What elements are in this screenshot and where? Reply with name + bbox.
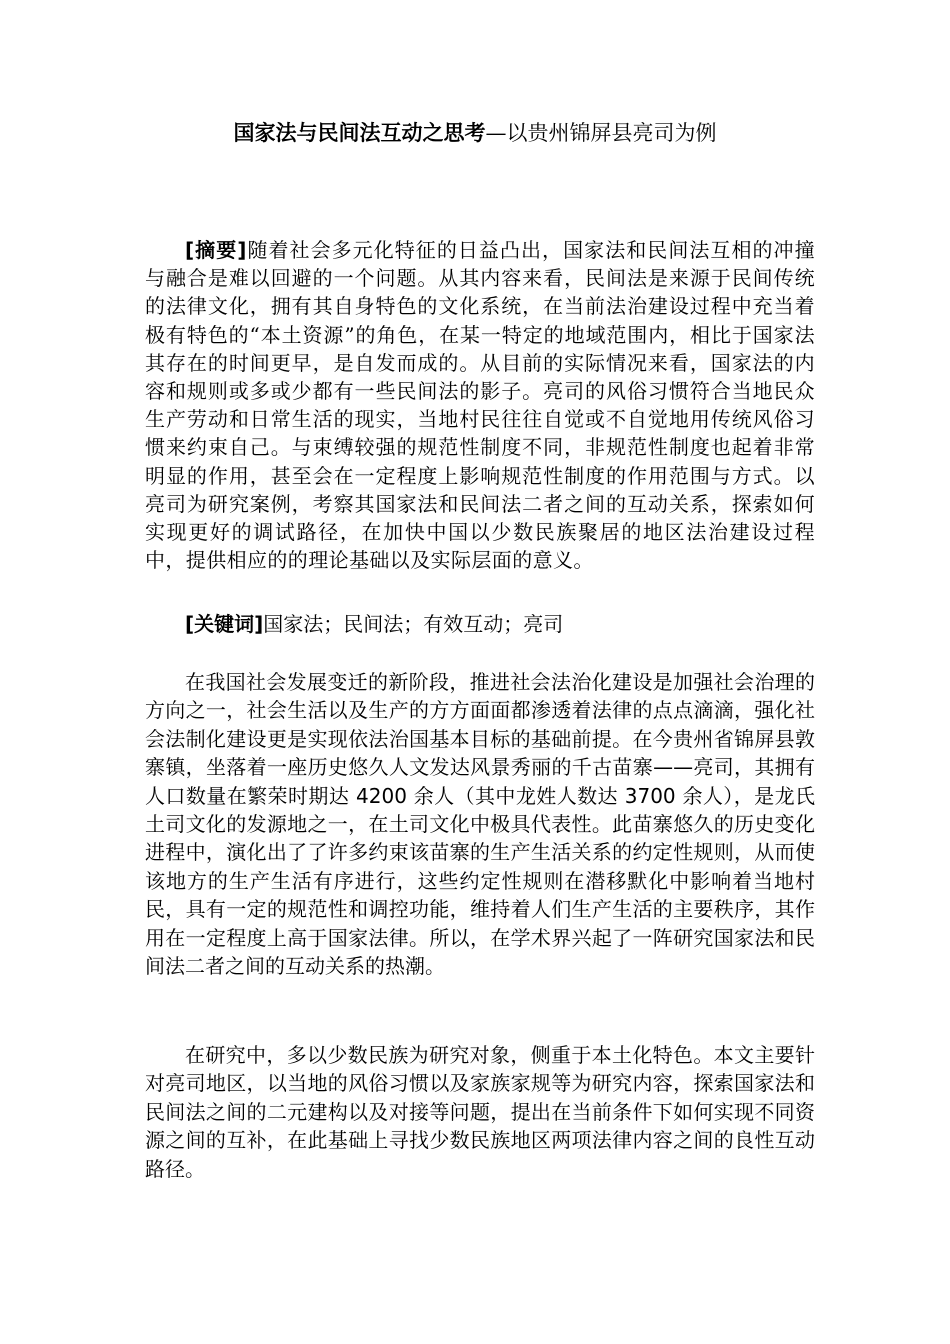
body-paragraph-2: 在研究中，多以少数民族为研究对象，侧重于本土化特色。本文主要针对亮司地区，以当地的风俗习惯以及家族家规等为研究内容，探索国家法和民间法之间的二元建构以及对接等问题，提出在当前条件下如何实现不同资源之间的互补，在此基础上寻找少数民族地区两项法律内容之间的良性互动路径。: [145, 1043, 815, 1181]
keywords-line: [145, 610, 815, 638]
title-main: 国家法与民间法互动之思考: [233, 121, 486, 145]
abstract-paragraph: [145, 236, 815, 574]
title-subtitle: —以贵州锦屏县亮司为例: [485, 121, 717, 145]
keywords-text: 国家法；民间法；有效互动；亮司: [263, 612, 564, 636]
abstract-label: [摘要]: [185, 238, 247, 262]
document-title: [0, 118, 950, 148]
body-paragraph-1: 在我国社会发展变迁的新阶段，推进社会法治化建设是加强社会治理的方向之一，社会生活以及生产的方方面面都渗透着法律的点点滴滴，强化社会法制化建设更是实现依法治国基本目标的基础前提。在今贵州省锦屏县敦寨镇，坐落着一座历史悠久人文发达风景秀丽的千古苗寨——亮司，其拥有人口数量在繁荣时期达 4200 余人（其中龙姓人数达 3700 余人），是龙氏土司文化的发源地之一，在土司文化中极具代表性。此苗寨悠久的历史变化进程中，演化出了了许多约束该苗寨的生产生活关系的约定性规则，从而使该地方的生产生活有序进行，这些约定性规则在潜移默化中影响着当地村民，具有一定的规范性和调控功能，维持着人们生产生活的主要秩序，其作用在一定程度上高于国家法律。所以，在学术界兴起了一阵研究国家法和民间法二者之间的互动关系的热潮。: [145, 670, 815, 979]
abstract-text: 随着社会多元化特征的日益凸出，国家法和民间法互相的冲撞与融合是难以回避的一个问题。从其内容来看，民间法是来源于民间传统的法律文化，拥有其自身特色的文化系统，在当前法治建设过程中充当着极有特色的“本土资源”的角色，在某一特定的地域范围内，相比于国家法其存在的时间更早，是自发而成的。从目前的实际情况来看，国家法的内容和规则或多或少都有一些民间法的影子。亮司的风俗习惯符合当地民众生产劳动和日常生活的现实，当地村民往往自觉或不自觉地用传统风俗习惯来约束自己。与束缚较强的规范性制度不同，非规范性制度也起着非常明显的作用，甚至会在一定程度上影响规范性制度的作用范围与方式。以亮司为研究案例，考察其国家法和民间法二者之间的互动关系，探索如何实现更好的调试路径，在加快中国以少数民族聚居的地区法治建设过程中，提供相应的的理论基础以及实际层面的意义。: [145, 238, 815, 573]
keywords-label: [关键词]: [185, 612, 264, 636]
